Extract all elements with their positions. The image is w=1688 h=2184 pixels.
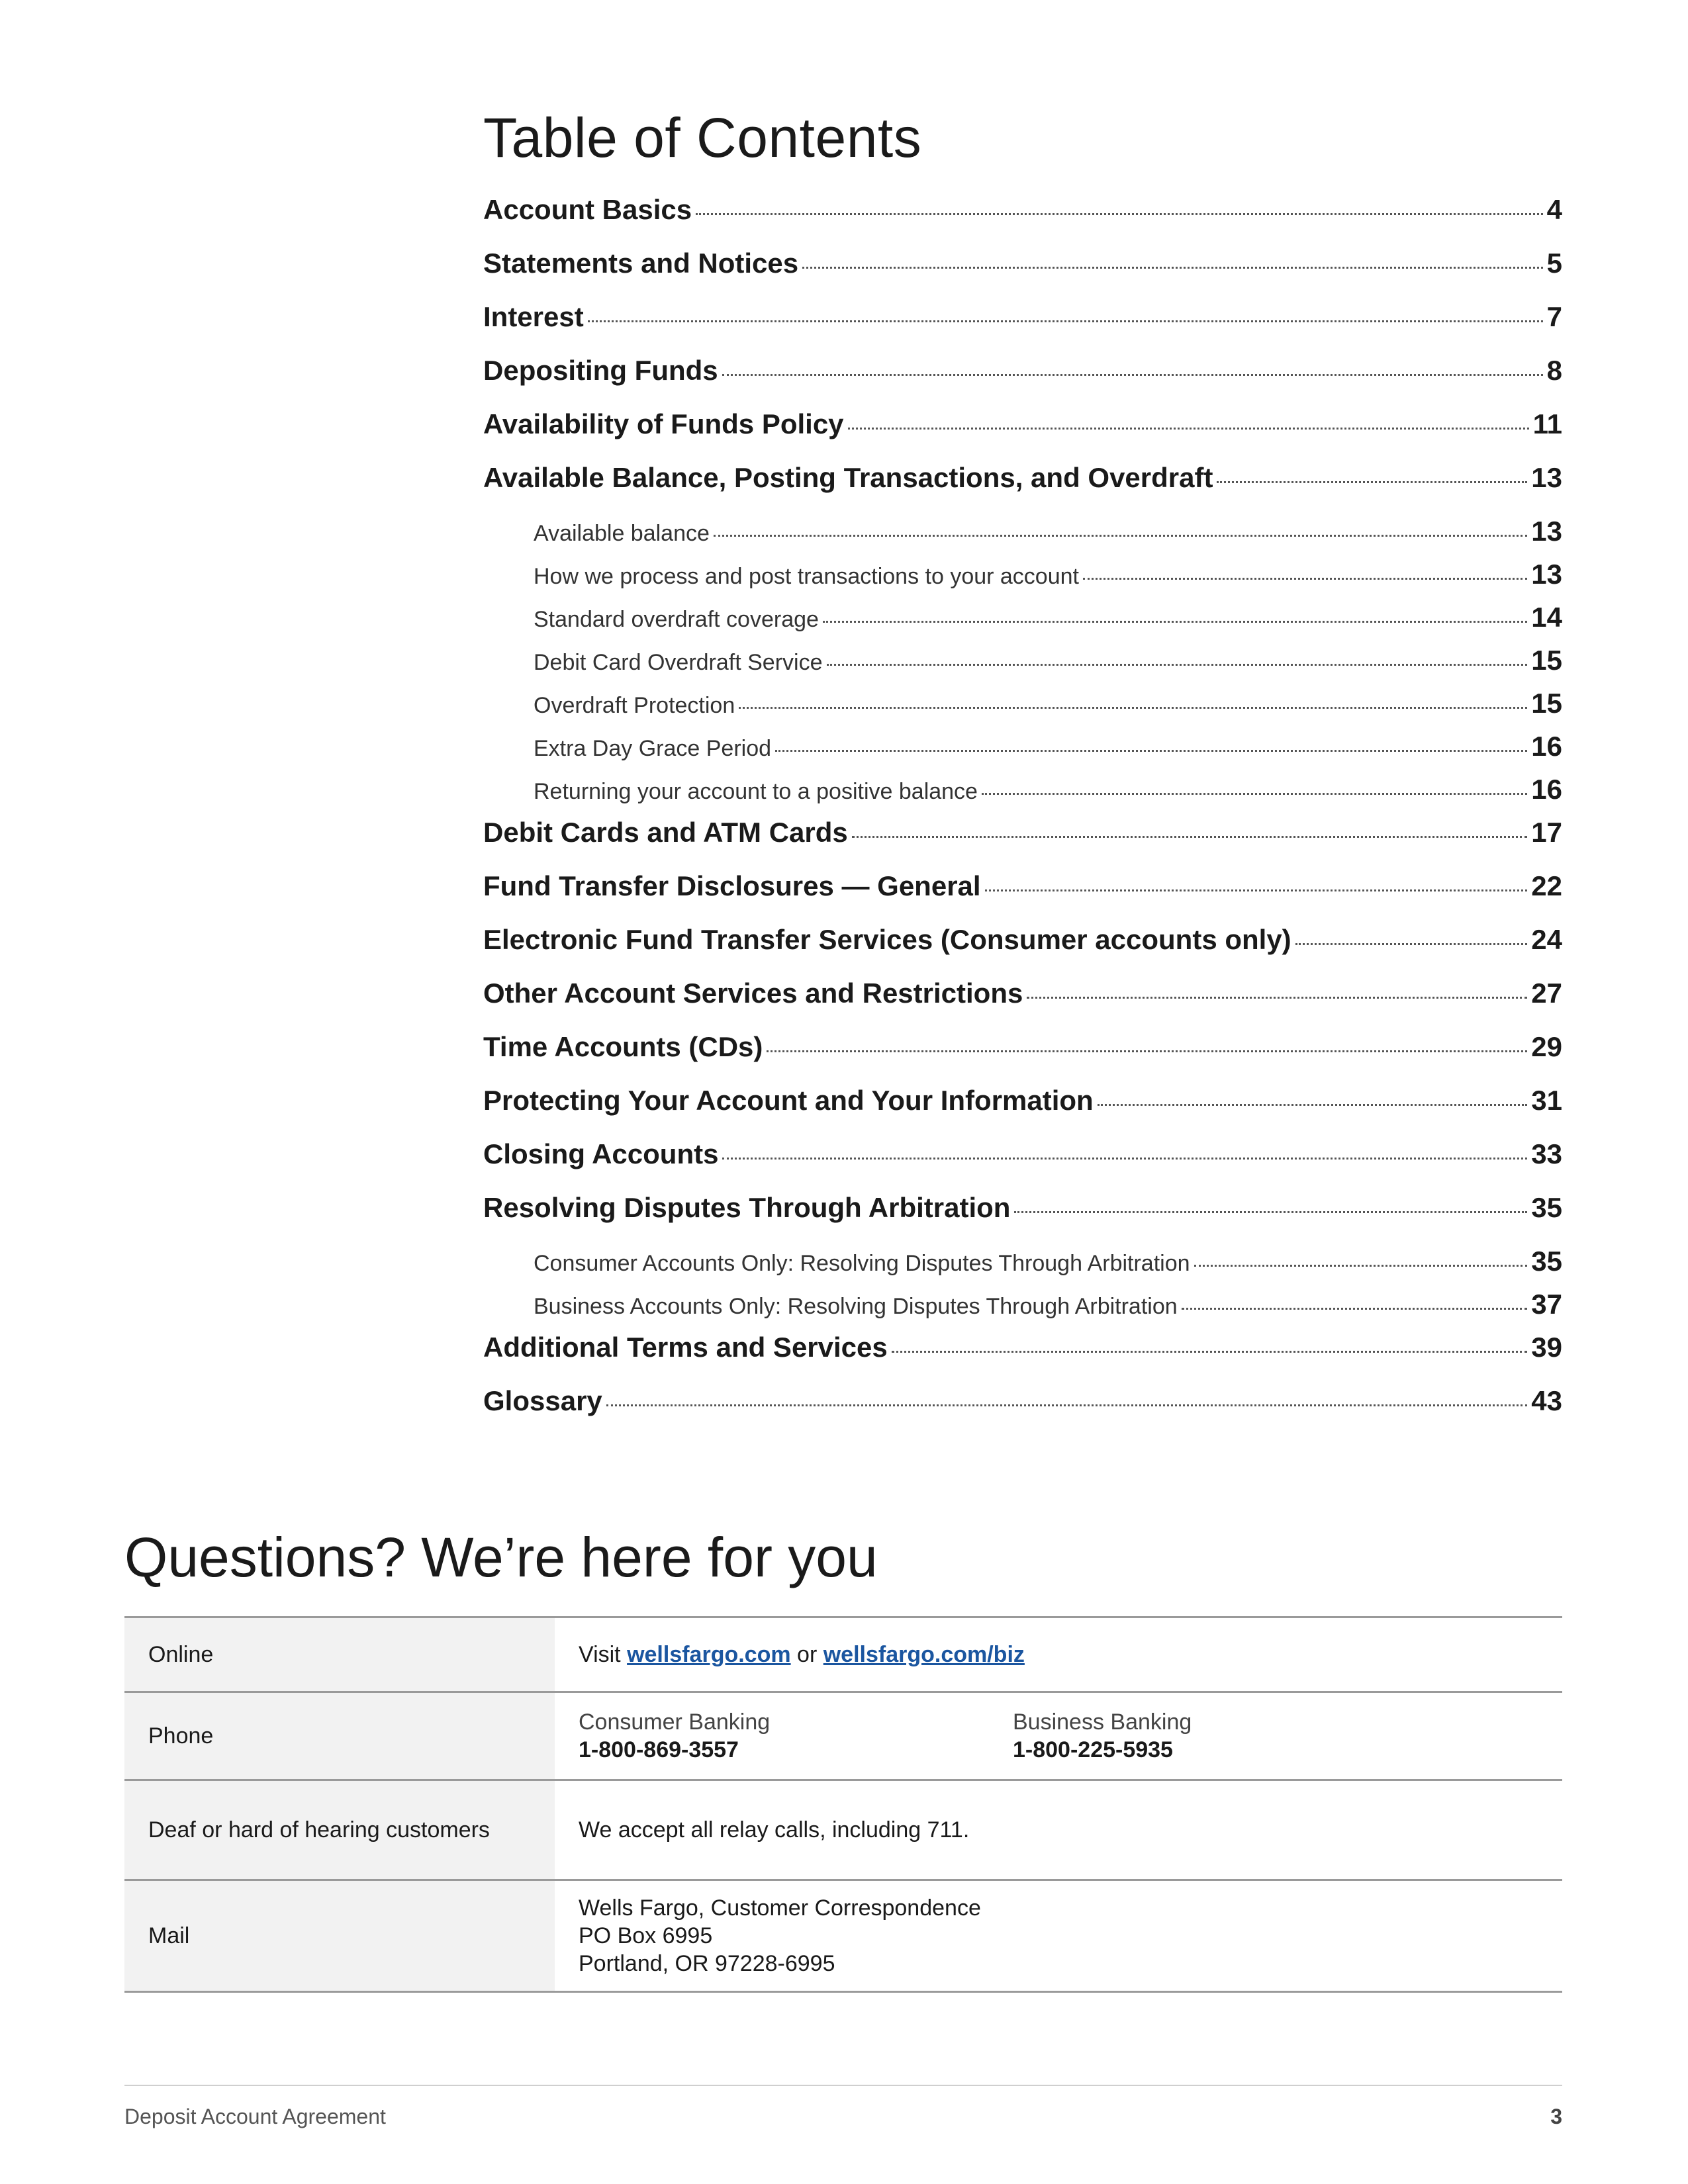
consumer-banking <box>579 1708 1013 1764</box>
dot-leader <box>1098 1104 1528 1106</box>
consumer-banking-label: Consumer Banking <box>579 1709 771 1735</box>
toc-subentry[interactable] <box>483 516 1562 559</box>
toc-entry-label: Available Balance, Posting Transactions, and Overdraft <box>483 462 1213 493</box>
toc-entry-page: 17 <box>1531 817 1562 848</box>
toc-entry[interactable] <box>483 1385 1562 1439</box>
toc-title: Table of Contents <box>483 107 922 169</box>
toc-entry-page: 15 <box>1531 645 1562 676</box>
contact-row-online <box>124 1617 1562 1692</box>
toc-entry-page: 33 <box>1531 1138 1562 1169</box>
toc-entry-label: Debit Cards and ATM Cards <box>483 817 848 848</box>
toc-entry-label: Statements and Notices <box>483 248 799 279</box>
toc-entry[interactable] <box>483 1138 1562 1192</box>
toc-entry-page: 37 <box>1531 1289 1562 1320</box>
address-line: Portland, OR 97228-6995 <box>579 1951 835 1976</box>
online-value <box>555 1617 1562 1692</box>
toc-entry[interactable] <box>483 408 1562 462</box>
dot-leader <box>1027 997 1527 999</box>
business-banking-label: Business Banking <box>1013 1709 1192 1735</box>
dot-leader <box>1014 1211 1527 1213</box>
toc-entry-page: 31 <box>1531 1085 1562 1116</box>
toc-entry[interactable] <box>483 1192 1562 1246</box>
dot-leader <box>722 374 1543 376</box>
toc-subentry[interactable] <box>483 559 1562 602</box>
wellsfargo-biz-link[interactable]: wellsfargo.com/biz <box>823 1641 1025 1667</box>
toc-subentry[interactable] <box>483 1289 1562 1332</box>
toc-entry-label: Resolving Disputes Through Arbitration <box>483 1192 1011 1223</box>
toc-entry-label: Glossary <box>483 1385 602 1416</box>
contact-row-mail <box>124 1880 1562 1992</box>
toc-subentry[interactable] <box>483 731 1562 774</box>
toc-entry-label: Standard overdraft coverage <box>534 607 819 632</box>
toc-entry-label: Business Accounts Only: Resolving Disputes Through Arbitration <box>534 1294 1178 1319</box>
toc-entry-page: 27 <box>1531 978 1562 1009</box>
table-of-contents <box>483 106 1562 1439</box>
dot-leader <box>606 1404 1528 1406</box>
dot-leader <box>985 889 1528 891</box>
toc-entry-page: 24 <box>1531 924 1562 955</box>
mail-address <box>555 1880 1562 1992</box>
toc-entry[interactable] <box>483 462 1562 516</box>
phone-value <box>555 1692 1562 1780</box>
dot-leader <box>722 1158 1527 1160</box>
toc-entry-label: Protecting Your Account and Your Information <box>483 1085 1094 1116</box>
address-line: Wells Fargo, Customer Correspondence <box>579 1895 981 1921</box>
dot-leader <box>848 428 1529 430</box>
toc-entry[interactable] <box>483 870 1562 924</box>
toc-list <box>483 194 1562 1439</box>
toc-entry-page: 39 <box>1531 1332 1562 1363</box>
contact-row-phone <box>124 1692 1562 1780</box>
toc-entry[interactable] <box>483 924 1562 978</box>
toc-subentry[interactable] <box>483 602 1562 645</box>
toc-entry-page: 14 <box>1531 602 1562 633</box>
toc-entry[interactable] <box>483 194 1562 248</box>
toc-entry-label: Debit Card Overdraft Service <box>534 650 823 675</box>
toc-entry-page: 29 <box>1531 1031 1562 1062</box>
toc-entry-page: 43 <box>1531 1385 1562 1416</box>
dot-leader <box>767 1050 1527 1052</box>
dot-leader <box>892 1351 1528 1353</box>
toc-entry[interactable] <box>483 1031 1562 1085</box>
dot-leader <box>588 320 1543 322</box>
toc-entry-page: 7 <box>1546 301 1562 332</box>
row-label: Mail <box>124 1880 555 1992</box>
toc-entry-label: Electronic Fund Transfer Services (Consumer accounts only) <box>483 924 1291 955</box>
business-banking <box>1013 1708 1447 1764</box>
contact-row-deaf <box>124 1780 1562 1880</box>
toc-entry[interactable] <box>483 817 1562 870</box>
dot-leader <box>1194 1265 1528 1267</box>
toc-entry-page: 4 <box>1546 194 1562 225</box>
toc-entry-page: 22 <box>1531 870 1562 901</box>
toc-entry[interactable] <box>483 301 1562 355</box>
toc-entry-label: Account Basics <box>483 194 692 225</box>
dot-leader <box>802 267 1543 269</box>
toc-entry[interactable] <box>483 1332 1562 1385</box>
toc-entry[interactable] <box>483 248 1562 301</box>
wellsfargo-link[interactable]: wellsfargo.com <box>627 1641 791 1667</box>
deaf-value: We accept all relay calls, including 711. <box>555 1780 1562 1880</box>
online-prefix: Visit <box>579 1641 628 1667</box>
toc-entry-page: 13 <box>1531 559 1562 590</box>
toc-entry-label: Depositing Funds <box>483 355 718 386</box>
toc-entry-label: Closing Accounts <box>483 1138 719 1169</box>
toc-subentry[interactable] <box>483 1246 1562 1289</box>
toc-entry-page: 5 <box>1546 248 1562 279</box>
toc-entry-page: 16 <box>1531 774 1562 805</box>
dot-leader <box>1182 1308 1528 1310</box>
toc-entry-label: Consumer Accounts Only: Resolving Disputes Through Arbitration <box>534 1251 1190 1276</box>
toc-entry-label: Additional Terms and Services <box>483 1332 888 1363</box>
toc-entry-page: 15 <box>1531 688 1562 719</box>
business-banking-number: 1-800-225-5935 <box>1013 1737 1173 1762</box>
toc-entry-label: Interest <box>483 301 584 332</box>
toc-entry-label: Availability of Funds Policy <box>483 408 844 439</box>
toc-entry-label: Extra Day Grace Period <box>534 736 772 761</box>
toc-entry-label: How we process and post transactions to your account <box>534 564 1079 589</box>
dot-leader <box>982 793 1527 795</box>
row-label: Online <box>124 1617 555 1692</box>
row-label: Deaf or hard of hearing customers <box>124 1780 555 1880</box>
footer-page-number: 3 <box>1550 2105 1562 2128</box>
dot-leader <box>827 664 1528 666</box>
toc-subentry[interactable] <box>483 774 1562 817</box>
toc-entry-page: 8 <box>1546 355 1562 386</box>
online-middle: or <box>790 1641 823 1667</box>
toc-entry-page: 35 <box>1531 1192 1562 1223</box>
toc-entry[interactable] <box>483 355 1562 408</box>
toc-entry-label: Available balance <box>534 521 710 546</box>
toc-entry-label: Overdraft Protection <box>534 693 735 718</box>
toc-entry[interactable] <box>483 1085 1562 1138</box>
dot-leader <box>1217 481 1527 483</box>
dot-leader <box>696 213 1543 215</box>
questions-title: Questions? We’re here for you <box>124 1526 878 1588</box>
dot-leader <box>739 707 1527 709</box>
dot-leader <box>823 621 1527 623</box>
toc-subentry[interactable] <box>483 645 1562 688</box>
contact-table <box>124 1616 1562 1993</box>
toc-entry-page: 16 <box>1531 731 1562 762</box>
toc-entry-page: 13 <box>1531 516 1562 547</box>
dot-leader <box>714 535 1527 537</box>
address-line: PO Box 6995 <box>579 1923 713 1948</box>
dot-leader <box>1083 578 1527 580</box>
toc-entry[interactable] <box>483 978 1562 1031</box>
consumer-banking-number: 1-800-869-3557 <box>579 1737 739 1762</box>
toc-entry-label: Other Account Services and Restrictions <box>483 978 1023 1009</box>
toc-entry-page: 35 <box>1531 1246 1562 1277</box>
dot-leader <box>775 750 1527 752</box>
toc-entry-page: 11 <box>1532 408 1562 439</box>
toc-entry-label: Returning your account to a positive balance <box>534 779 978 804</box>
toc-entry-label: Time Accounts (CDs) <box>483 1031 763 1062</box>
row-label: Phone <box>124 1692 555 1780</box>
dot-leader <box>1295 943 1528 945</box>
footer-doc-title: Deposit Account Agreement <box>124 2105 386 2128</box>
toc-entry-label: Fund Transfer Disclosures — General <box>483 870 981 901</box>
toc-subentry[interactable] <box>483 688 1562 731</box>
page-footer <box>124 2085 1562 2129</box>
dot-leader <box>852 836 1528 838</box>
toc-entry-page: 13 <box>1531 462 1562 493</box>
questions-section <box>124 1525 1562 1993</box>
